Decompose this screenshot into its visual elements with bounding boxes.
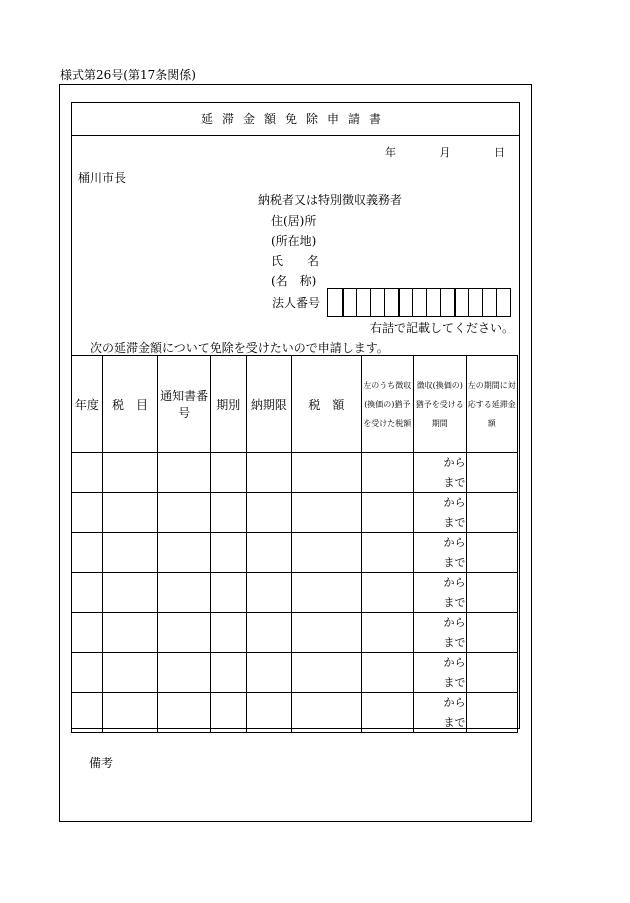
table-cell[interactable] xyxy=(102,453,158,493)
header-tax-amount: 税 額 xyxy=(292,356,361,453)
corp-digit-box[interactable] xyxy=(482,289,496,316)
table-cell[interactable] xyxy=(292,573,361,613)
period-to: まで xyxy=(443,635,466,649)
table-cell[interactable] xyxy=(361,493,413,533)
corp-number-note: 右詰で記載してください。 xyxy=(370,321,515,335)
period-from: から xyxy=(443,656,466,669)
period-to: まで xyxy=(443,675,466,689)
period-cell[interactable] xyxy=(414,493,466,533)
table-cell[interactable] xyxy=(102,493,158,533)
addressee: 桶川市長 xyxy=(78,171,127,185)
table-cell[interactable] xyxy=(361,613,413,653)
date-year: 年 xyxy=(385,146,396,159)
table-cell[interactable] xyxy=(158,613,211,653)
corp-digit-box[interactable] xyxy=(342,289,356,316)
delinquency-table xyxy=(71,355,518,733)
table-cell[interactable] xyxy=(466,493,518,533)
table-cell[interactable] xyxy=(246,573,292,613)
period-from: から xyxy=(443,536,466,549)
table-cell[interactable] xyxy=(466,453,518,493)
table-cell[interactable] xyxy=(466,573,518,613)
corp-digit-box[interactable] xyxy=(426,289,440,316)
period-cell[interactable] xyxy=(414,653,466,693)
table-cell[interactable] xyxy=(72,653,103,693)
date-month: 月 xyxy=(439,146,451,159)
table-row xyxy=(72,693,518,733)
table-cell[interactable] xyxy=(246,533,292,573)
corp-digit-box[interactable] xyxy=(398,289,412,316)
period-to: まで xyxy=(443,595,466,609)
table-cell[interactable] xyxy=(292,453,361,493)
header-deferred-amount: 左のうち徴収(換価の)猶予を受けた税額 xyxy=(361,356,413,453)
date-day: 日 xyxy=(494,146,505,159)
table-cell[interactable] xyxy=(210,493,246,533)
header-delinquency-amount: 左の期間に対応する延滞金額 xyxy=(466,356,518,453)
table-row xyxy=(72,653,518,693)
period-to: まで xyxy=(443,475,466,489)
table-cell[interactable] xyxy=(72,453,103,493)
table-cell[interactable] xyxy=(246,613,292,653)
header-notice-number: 通知書番 号 xyxy=(158,356,211,453)
period-cell[interactable] xyxy=(414,573,466,613)
table-cell[interactable] xyxy=(158,653,211,693)
corp-digit-box[interactable] xyxy=(384,289,398,316)
table-row xyxy=(72,573,518,613)
table-cell[interactable] xyxy=(292,693,361,733)
table-cell[interactable] xyxy=(246,453,292,493)
table-cell[interactable] xyxy=(466,613,518,653)
table-cell[interactable] xyxy=(361,573,413,613)
table-cell[interactable] xyxy=(210,453,246,493)
table-cell[interactable] xyxy=(466,653,518,693)
table-cell[interactable] xyxy=(102,533,158,573)
table-cell[interactable] xyxy=(158,493,211,533)
table-cell[interactable] xyxy=(246,653,292,693)
header-year: 年度 xyxy=(72,356,103,453)
table-cell[interactable] xyxy=(292,533,361,573)
table-cell[interactable] xyxy=(102,693,158,733)
header-due-date: 納期限 xyxy=(246,356,292,453)
table-cell[interactable] xyxy=(102,653,158,693)
period-from: から xyxy=(443,496,466,509)
corp-digit-box[interactable] xyxy=(454,289,468,316)
table-cell[interactable] xyxy=(102,613,158,653)
header-tax-item: 税 目 xyxy=(102,356,158,453)
table-cell[interactable] xyxy=(158,453,211,493)
corp-number-label: 法人番号 xyxy=(272,296,321,310)
period-from: から xyxy=(443,456,466,469)
period-from: から xyxy=(443,616,466,629)
period-from: から xyxy=(443,576,466,589)
table-cell[interactable] xyxy=(210,613,246,653)
table-row xyxy=(72,613,518,653)
table-cell[interactable] xyxy=(72,573,103,613)
form-title: 延滞金額免除申請書 xyxy=(72,103,519,136)
table-row xyxy=(72,533,518,573)
table-cell[interactable] xyxy=(466,693,518,733)
period-cell[interactable] xyxy=(414,453,466,493)
table-cell[interactable] xyxy=(466,533,518,573)
header-deferral-period: 徴収(換価の)猶予を受ける期間 xyxy=(414,356,466,453)
table-cell[interactable] xyxy=(210,573,246,613)
table-cell[interactable] xyxy=(292,613,361,653)
applicant-location: (所在地) xyxy=(271,234,317,248)
corp-digit-box[interactable] xyxy=(440,289,454,316)
form-frame xyxy=(59,84,532,822)
table-cell[interactable] xyxy=(158,693,211,733)
form-body xyxy=(71,102,520,770)
intro-text: 次の延滞金額について免除を受けたいので申請します。 xyxy=(90,341,389,355)
table-cell[interactable] xyxy=(102,573,158,613)
corp-digit-box[interactable] xyxy=(412,289,426,316)
period-cell[interactable] xyxy=(414,533,466,573)
period-to: まで xyxy=(443,715,466,729)
form-reference: 様式第26号(第17条関係) xyxy=(60,68,196,82)
table-row xyxy=(72,453,518,493)
applicant-name-alt: (名 称) xyxy=(271,274,317,288)
table-cell[interactable] xyxy=(361,453,413,493)
period-to: まで xyxy=(443,555,466,569)
period-cell[interactable] xyxy=(414,693,466,733)
period-from: から xyxy=(443,696,466,709)
table-cell[interactable] xyxy=(361,653,413,693)
table-cell[interactable] xyxy=(210,533,246,573)
table-cell[interactable] xyxy=(246,493,292,533)
corp-digit-box[interactable] xyxy=(328,289,342,316)
table-cell[interactable] xyxy=(292,493,361,533)
table-cell[interactable] xyxy=(210,693,246,733)
applicant-heading: 納税者又は特別徴収義務者 xyxy=(258,193,403,207)
date-line xyxy=(365,144,505,160)
corp-number-boxes[interactable] xyxy=(327,288,511,317)
table-cell[interactable] xyxy=(72,493,103,533)
applicant-address: 住(居)所 xyxy=(271,214,317,228)
table-cell[interactable] xyxy=(292,653,361,693)
corp-digit-box[interactable] xyxy=(468,289,482,316)
table-row xyxy=(72,493,518,533)
applicant-name: 氏 名 xyxy=(271,254,320,268)
table-cell[interactable] xyxy=(72,613,103,653)
remarks-label: 備考 xyxy=(89,756,114,770)
table-cell[interactable] xyxy=(210,653,246,693)
corp-digit-box[interactable] xyxy=(496,289,510,316)
table-cell[interactable] xyxy=(158,573,211,613)
period-cell[interactable] xyxy=(414,613,466,653)
corp-digit-box[interactable] xyxy=(370,289,384,316)
table-cell[interactable] xyxy=(72,693,103,733)
corp-digit-box[interactable] xyxy=(356,289,370,316)
table-cell[interactable] xyxy=(361,693,413,733)
table-cell[interactable] xyxy=(246,693,292,733)
table-cell[interactable] xyxy=(158,533,211,573)
table-cell[interactable] xyxy=(361,533,413,573)
header-term: 期別 xyxy=(210,356,246,453)
period-to: まで xyxy=(443,515,466,529)
table-cell[interactable] xyxy=(72,533,103,573)
